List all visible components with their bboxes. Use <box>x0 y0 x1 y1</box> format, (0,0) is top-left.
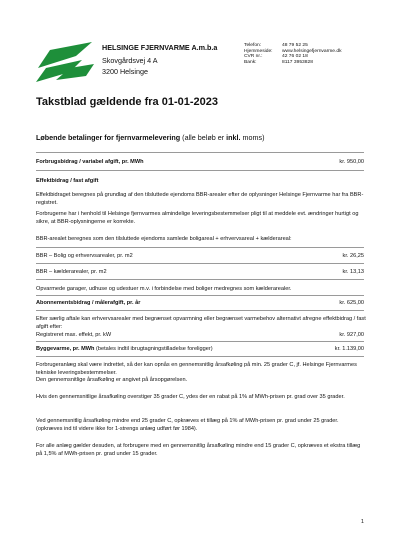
divider <box>36 152 364 153</box>
bbr-kaelder-row: BBR – kælderarealer, pr. m2 kr. 13,13 <box>36 269 364 275</box>
effektbidrag-paragraph-1: Effektbidraget beregnes på grundlag af den tilsluttede ejendoms BBR-arealer efter de oplysninger Helsinge Fjernvarme har fra BBR-registret. <box>36 192 364 206</box>
contact-block <box>244 43 342 65</box>
divider <box>36 279 364 280</box>
afkoeling-paragraph-1: Forbrugeranlæg skal være indrettet, så der kan opnås en gennemsnitlig årsafkøling på min. 25 grader C, jf. Helsinge Fjernvarmes tekniske leveringsbestemmelser. <box>36 362 357 376</box>
forbrugsbidrag-row: Forbrugsbidrag / variabel afgift, pr. MWh kr. 950,00 <box>36 159 364 165</box>
afkoeling-paragraph-1b: Den gennemsnitlige årsafkøling er angivet på årsopgørelsen. <box>36 377 188 383</box>
divider <box>36 341 364 342</box>
max-effekt-row: Registreret max. effekt, pr. kW kr. 927,00 <box>36 332 364 338</box>
effektbidrag-paragraph-2: Forbrugerne har i henhold til Helsinge fjernvarmes almindelige leveringsbestemmelser pligt til at meddele evt. ændringer hurtigt og sikre, at BBR-oplysningerne er korrekte. <box>36 211 359 225</box>
contact-website: Hjemmeside: www.helsingefjernvarme.dk <box>244 48 342 54</box>
divider <box>36 263 364 264</box>
contact-bank: Bank: 8117 3953828 <box>244 59 313 65</box>
byggevarme-row: Byggevarme, pr. MWh (betales indtil ibrugtagningstilladelse foreligger) kr. 1.139,00 <box>36 346 364 352</box>
afkoeling-paragraph-3: Ved gennemsnitlig årsafkøling mindre end 25 grader C, opkræves et tillæg på 1% af MWh-prisen pr. grad under 25 grader. (opkræves ind til videre ikke for 1-strengs anlæg udført før 1984). <box>36 418 339 432</box>
garage-note: Opvarmede garager, udhuse og udestuer m.v. i forbindelse med boliger medregnes som kælderarealer. <box>36 286 292 292</box>
divider <box>36 247 364 248</box>
afkoeling-paragraph-4: For alle anlæg gælder desuden, at forbrugere med en gennemsnitlig årsafkøling mindre end 15 grader C, opkræves et ekstra tillæg på 1,5% af MWh-prisen pr. grad under 15 grader. <box>36 443 361 457</box>
divider <box>36 170 364 171</box>
divider <box>36 295 364 296</box>
company-name: HELSINGE FJERNVARME A.m.b.a <box>102 43 218 52</box>
abonnementsbidrag-row: Abonnementsbidrag / målerafgift, pr. år kr. 625,00 <box>36 300 364 306</box>
contact-cvr: CVR nr.: 42 76 02 18 <box>244 54 308 60</box>
divider <box>36 310 364 311</box>
company-street: Skovgårdsvej 4 A <box>102 56 158 65</box>
company-logo <box>36 42 94 82</box>
contact-phone: Telefon: 48 79 52 25 <box>244 43 308 48</box>
page-number: 1 <box>360 519 364 525</box>
page-subtitle: Løbende betalinger for fjernvarmelevering (alle beløb er inkl. moms) <box>36 133 265 142</box>
page-title: Takstblad gældende fra 01-01-2023 <box>36 96 218 108</box>
effektbidrag-paragraph-3: BBR-arealet beregnes som den tilsluttede ejendoms samlede boligareal + erhvervsareal + kælderareal: <box>36 236 292 242</box>
erhverv-note: Efter særlig aftale kan erhvervsarealer med begrænset opvarmning eller begrænset varmebehov alternativt afregne effektbidrag / fast afgift efter: <box>36 316 366 330</box>
effektbidrag-heading: Effektbidrag / fast afgift <box>36 178 99 184</box>
company-city: 3200 Helsinge <box>102 67 148 76</box>
afkoeling-paragraph-2: Hvis den gennemsnitlige årsafkøling overstiger 35 grader C, ydes der en rabat på 1% af MWh-prisen pr. grad over 35 grader. <box>36 394 345 400</box>
divider <box>36 356 364 357</box>
bbr-bolig-row: BBR – Bolig og erhvervsarealer, pr. m2 kr. 26,25 <box>36 253 364 259</box>
